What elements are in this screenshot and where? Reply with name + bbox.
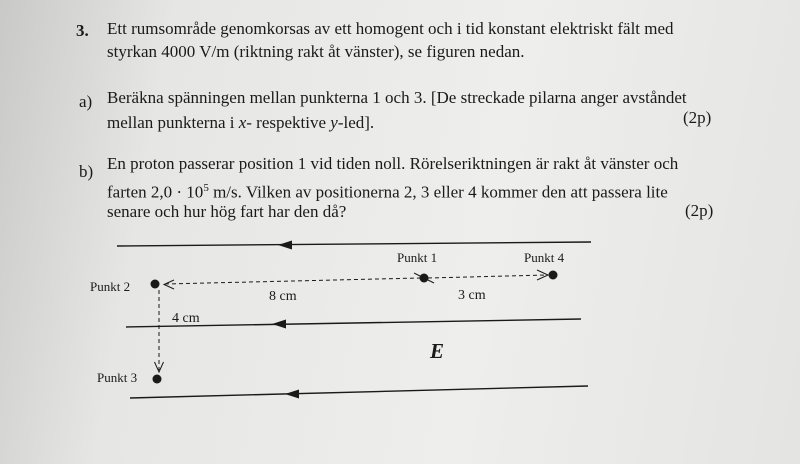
dashed-arrowhead-punkt2 — [164, 280, 174, 289]
part-a-line-2: mellan punkterna i x- respektive y-led]. — [107, 113, 375, 132]
punkt1-label: Punkt 1 — [397, 250, 438, 265]
part-b-label: b) — [79, 162, 94, 181]
part-a-line-1: Beräkna spänningen mellan punkterna 1 och 3. [De streckade pilarna anger avståndet — [107, 88, 687, 107]
distance-4cm-label: 4 cm — [172, 311, 200, 326]
distance-8cm-label: 8 cm — [269, 289, 297, 304]
punkt4-label: Punkt 4 — [524, 250, 565, 265]
punkt4-dot — [549, 271, 558, 280]
field-line-bottom — [130, 386, 588, 398]
field-arrow-middle — [272, 320, 286, 329]
question-number: 3. — [76, 21, 89, 40]
question-line-2: styrkan 4000 V/m (riktning rakt åt vänster), se figuren nedan. — [107, 42, 525, 61]
part-b-line-2: farten $2,0 \cdot 10^5$ m/s. Vilken av positionerna 2, 3 eller 4 kommer den att passera lite — [107, 182, 668, 202]
punkt2-label: Punkt 2 — [90, 279, 131, 294]
part-a-label: a) — [79, 92, 93, 111]
punkt3-label: Punkt 3 — [97, 370, 138, 385]
field-E-label: E — [430, 339, 445, 363]
part-b-points: (2p) — [685, 201, 714, 220]
dashed-distance-x-left — [165, 278, 420, 284]
part-b-line-3: senare och hur hög fart har den då? — [107, 202, 347, 221]
distance-3cm-label: 3 cm — [458, 288, 486, 303]
dashed-distance-x-right — [428, 275, 547, 278]
part-b-line-1: En proton passerar position 1 vid tiden noll. Rörelseriktningen är rakt åt vänster och — [107, 154, 679, 173]
field-arrow-bottom — [285, 390, 299, 399]
punkt3-dot — [153, 375, 162, 384]
field-arrow-top — [278, 241, 292, 250]
part-a-points: (2p) — [683, 108, 712, 127]
field-line-top — [117, 242, 591, 246]
punkt2-dot — [151, 280, 160, 289]
question-line-1: Ett rumsområde genomkorsas av ett homogent och i tid konstant elektriskt fält med — [107, 19, 674, 38]
